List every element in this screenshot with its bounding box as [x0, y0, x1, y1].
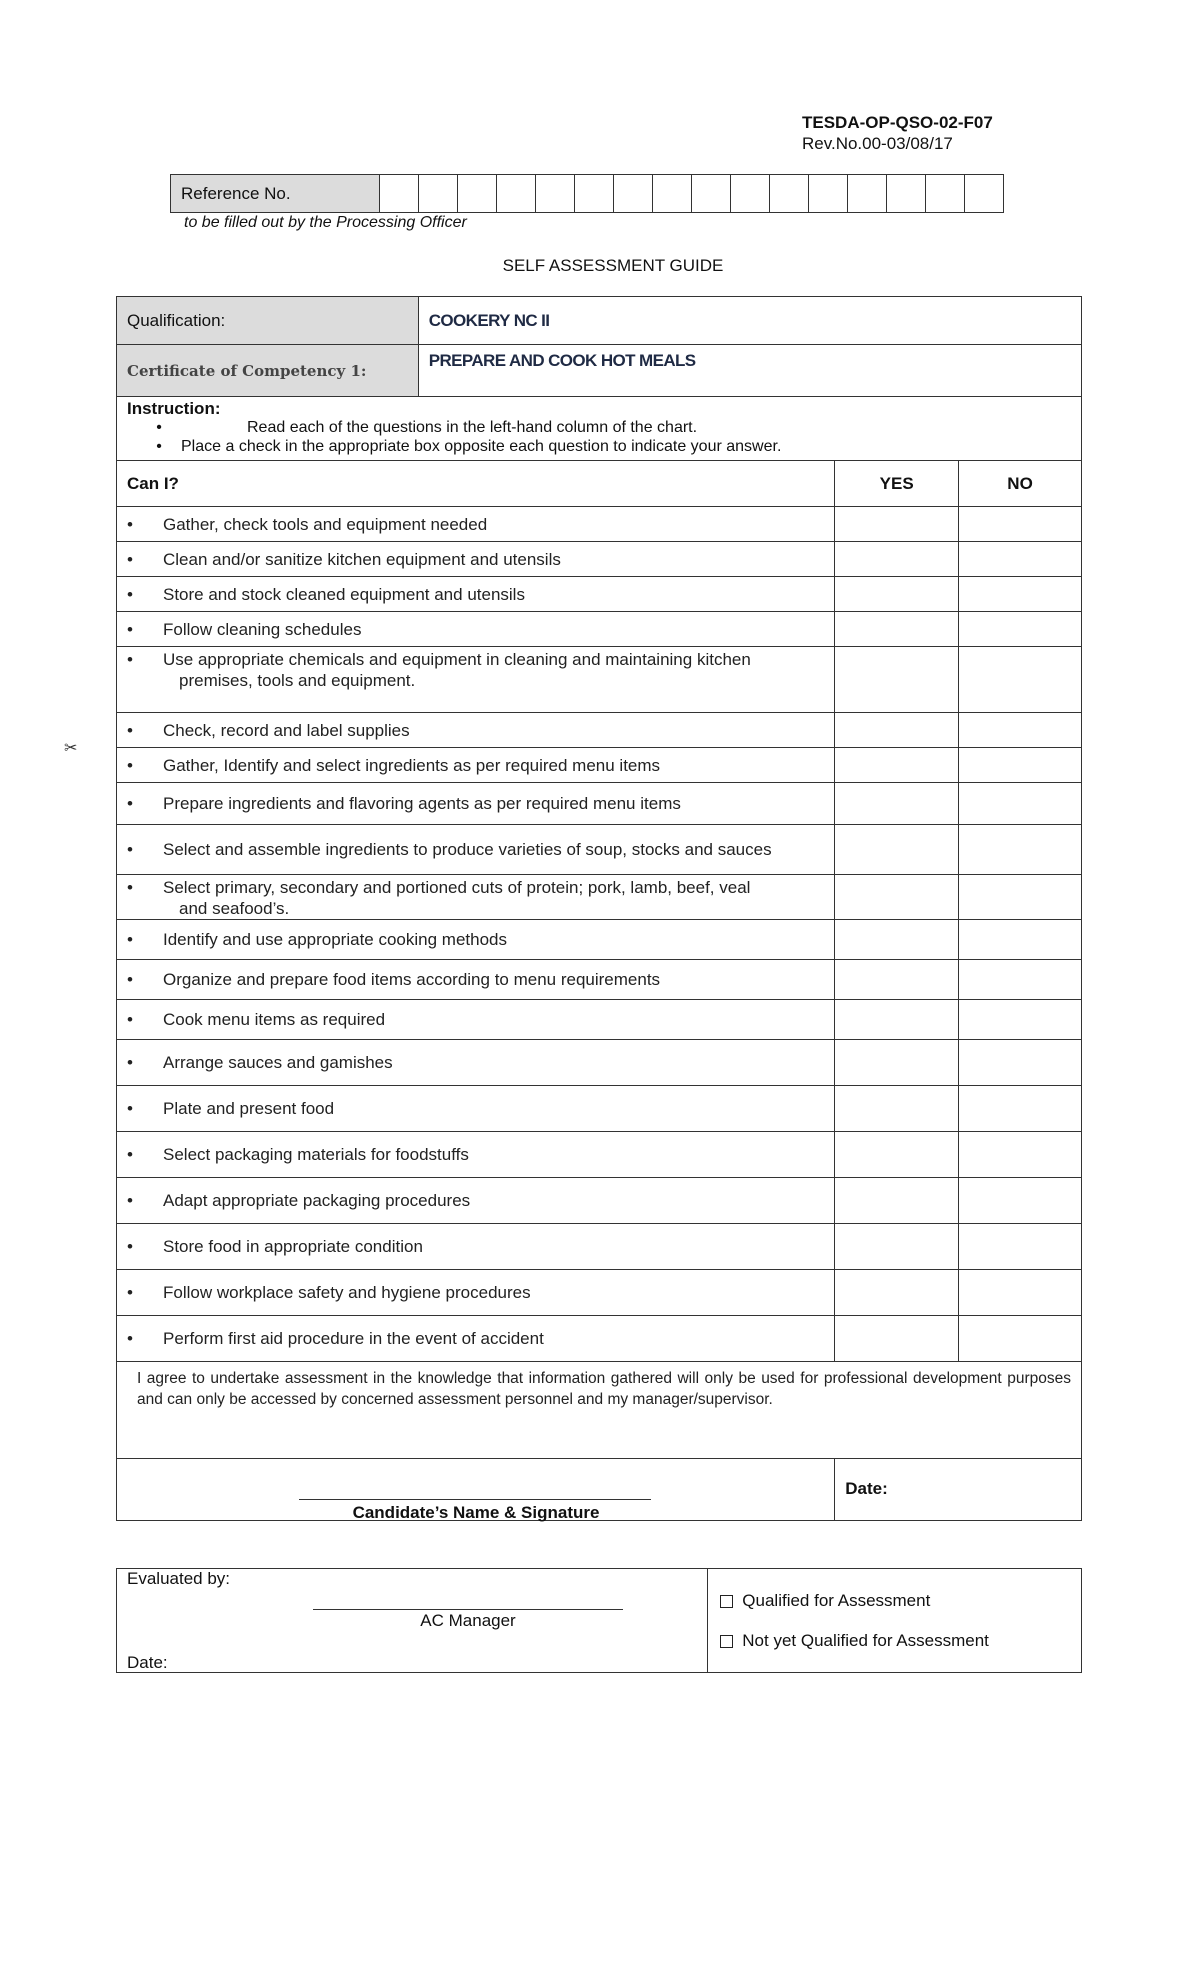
no-checkbox[interactable]	[959, 875, 1082, 920]
yes-checkbox[interactable]	[835, 577, 959, 612]
question-line: Gather, check tools and equipment needed	[163, 514, 488, 534]
reference-digit-box[interactable]	[380, 175, 419, 213]
bullet-icon: •	[127, 549, 133, 569]
question-line: Gather, Identify and select ingredients as per required menu items	[163, 755, 661, 775]
reference-digit-box[interactable]	[536, 175, 575, 213]
reference-digit-box[interactable]	[419, 175, 458, 213]
reference-digit-box[interactable]	[887, 175, 926, 213]
reference-digit-box[interactable]	[497, 175, 536, 213]
instruction-block	[117, 397, 1082, 461]
question-line: Check, record and label supplies	[163, 720, 410, 740]
bullet-icon: •	[127, 1010, 133, 1029]
question-line: Plate and present food	[163, 1099, 335, 1118]
bullet-icon: •	[127, 970, 133, 989]
question-row	[117, 1040, 1082, 1086]
scissors-icon: ✂	[64, 740, 78, 757]
reference-digit-box[interactable]	[809, 175, 848, 213]
question-line: Select packaging materials for foodstuffs	[163, 1145, 469, 1164]
checkbox-icon[interactable]	[720, 1595, 733, 1608]
bullet-icon: •	[127, 514, 133, 534]
checkbox-icon[interactable]	[720, 1635, 733, 1648]
bullet-icon: •	[127, 794, 133, 813]
question-line: Arrange sauces and gamishes	[163, 1053, 393, 1072]
question-line: Adapt appropriate packaging procedures	[163, 1191, 471, 1210]
yes-checkbox[interactable]	[835, 1040, 959, 1086]
no-checkbox[interactable]	[959, 542, 1082, 577]
reference-digit-box[interactable]	[575, 175, 614, 213]
bullet-icon: •	[127, 584, 133, 604]
yes-checkbox[interactable]	[835, 542, 959, 577]
bullet-icon: •	[127, 1237, 133, 1256]
yes-checkbox[interactable]	[835, 1132, 959, 1178]
question-line-continued: premises, tools and equipment.	[179, 671, 416, 690]
question-row	[117, 1178, 1082, 1224]
yes-checkbox[interactable]	[835, 1086, 959, 1132]
no-checkbox[interactable]	[959, 647, 1082, 713]
yes-checkbox[interactable]	[835, 507, 959, 542]
no-checkbox[interactable]	[959, 612, 1082, 647]
reference-digit-box[interactable]	[653, 175, 692, 213]
question-line: Select and assemble ingredients to produce varieties of soup, stocks and sauces	[163, 840, 772, 859]
yes-checkbox[interactable]	[835, 875, 959, 920]
bullet-icon: •	[127, 755, 133, 775]
question-line: Store food in appropriate condition	[163, 1237, 423, 1256]
question-line: Perform first aid procedure in the event of accident	[163, 1329, 544, 1348]
instruction-title: Instruction:	[127, 399, 221, 418]
bullet-icon: •	[127, 1283, 133, 1302]
no-checkbox[interactable]	[959, 1000, 1082, 1040]
question-line: Select primary, secondary and portioned cuts of protein; pork, lamb, beef, veal	[163, 878, 751, 897]
signature-cell[interactable]	[117, 1459, 835, 1521]
bullet-icon: •	[127, 930, 133, 949]
manager-signature-line	[313, 1609, 623, 1610]
agreement-text: I agree to undertake assessment in the knowledge that information gathered will only be used for professional development purposes and can only be accessed by concerned assessment personnel and my manager/supervisor.	[117, 1362, 1082, 1459]
reference-digit-box[interactable]	[926, 175, 965, 213]
certificate-label: Certificate of Competency 1:	[117, 345, 419, 397]
yes-checkbox[interactable]	[835, 1178, 959, 1224]
no-checkbox[interactable]	[959, 1132, 1082, 1178]
yes-checkbox[interactable]	[835, 825, 959, 875]
evaluation-table	[116, 1568, 1082, 1673]
yes-checkbox[interactable]	[835, 1270, 959, 1316]
question-text	[117, 920, 835, 960]
question-line: Identify and use appropriate cooking methods	[163, 930, 508, 949]
evaluated-by-cell[interactable]	[117, 1569, 708, 1673]
qualification-value: COOKERY NC II	[418, 297, 1081, 345]
question-row	[117, 507, 1082, 542]
evaluated-by-label: Evaluated by:	[127, 1569, 231, 1588]
instruction-bullet: • Read each of the questions in the left-hand column of the chart.	[156, 419, 698, 436]
question-text	[117, 1000, 835, 1040]
yes-checkbox[interactable]	[835, 713, 959, 748]
reference-digit-box[interactable]	[965, 175, 1004, 213]
yes-checkbox[interactable]	[835, 612, 959, 647]
question-row	[117, 542, 1082, 577]
question-row	[117, 1000, 1082, 1040]
reference-label: Reference No.	[171, 175, 380, 213]
reference-number-table	[170, 174, 1004, 213]
question-text	[117, 507, 835, 542]
no-checkbox[interactable]	[959, 713, 1082, 748]
bullet-icon: •	[127, 1099, 133, 1118]
form-code-block	[802, 112, 993, 154]
question-row	[117, 713, 1082, 748]
no-checkbox[interactable]	[959, 960, 1082, 1000]
question-text	[117, 960, 835, 1000]
yes-checkbox[interactable]	[835, 1316, 959, 1362]
question-row	[117, 612, 1082, 647]
bullet-icon: •	[127, 1329, 133, 1348]
question-row	[117, 1270, 1082, 1316]
certificate-value: PREPARE AND COOK HOT MEALS	[418, 345, 1081, 397]
bullet-icon: •	[127, 1191, 133, 1210]
manager-label: AC Manager	[420, 1611, 516, 1630]
form-title: SELF ASSESSMENT GUIDE	[502, 256, 724, 275]
signature-line	[299, 1499, 651, 1500]
column-header-question: Can I?	[117, 461, 835, 507]
no-checkbox[interactable]	[959, 1316, 1082, 1362]
question-row	[117, 920, 1082, 960]
no-checkbox[interactable]	[959, 1086, 1082, 1132]
no-checkbox[interactable]	[959, 577, 1082, 612]
question-text	[117, 1270, 835, 1316]
question-text	[117, 1178, 835, 1224]
reference-digit-box[interactable]	[770, 175, 809, 213]
no-checkbox[interactable]	[959, 1178, 1082, 1224]
no-checkbox[interactable]	[959, 748, 1082, 783]
bullet-icon: •	[127, 720, 133, 740]
qualification-label: Qualification:	[117, 297, 419, 345]
yes-checkbox[interactable]	[835, 748, 959, 783]
yes-checkbox[interactable]	[835, 647, 959, 713]
question-text	[117, 1040, 835, 1086]
question-line: Clean and/or sanitize kitchen equipment and utensils	[163, 549, 561, 569]
signature-label: Candidate’s Name & Signature	[352, 1503, 600, 1522]
yes-checkbox[interactable]	[835, 920, 959, 960]
question-text	[117, 783, 835, 825]
bullet-icon: •	[127, 840, 133, 859]
question-row	[117, 748, 1082, 783]
not-qualified-option[interactable]: Not yet Qualified for Assessment	[720, 1631, 1081, 1651]
no-checkbox[interactable]	[959, 1270, 1082, 1316]
question-row	[117, 577, 1082, 612]
no-checkbox[interactable]	[959, 1040, 1082, 1086]
reference-digit-box[interactable]	[848, 175, 887, 213]
qualified-option[interactable]: Qualified for Assessment	[720, 1591, 1081, 1611]
question-line: Follow cleaning schedules	[163, 619, 362, 639]
evaluation-date-label: Date:	[127, 1653, 168, 1672]
no-checkbox[interactable]	[959, 1224, 1082, 1270]
question-row	[117, 1086, 1082, 1132]
question-row	[117, 1132, 1082, 1178]
question-line: Prepare ingredients and flavoring agents as per required menu items	[163, 794, 681, 813]
question-line: Store and stock cleaned equipment and utensils	[163, 584, 525, 604]
question-line-continued: and seafood’s.	[179, 899, 290, 918]
form-code: TESDA-OP-QSO-02-F07	[802, 113, 993, 132]
bullet-icon: •	[127, 619, 133, 639]
question-row	[117, 783, 1082, 825]
bullet-icon: •	[127, 1145, 133, 1164]
no-checkbox[interactable]	[959, 920, 1082, 960]
question-text	[117, 647, 835, 713]
question-text	[117, 612, 835, 647]
no-checkbox[interactable]	[959, 825, 1082, 875]
question-line: Organize and prepare food items according to menu requirements	[163, 970, 661, 989]
reference-digit-box[interactable]	[458, 175, 497, 213]
reference-digit-box[interactable]	[692, 175, 731, 213]
column-header-no: NO	[959, 461, 1082, 507]
question-row	[117, 1316, 1082, 1362]
question-row	[117, 647, 1082, 713]
question-text	[117, 748, 835, 783]
reference-digit-box[interactable]	[614, 175, 653, 213]
no-checkbox[interactable]	[959, 783, 1082, 825]
instruction-bullet: • Place a check in the appropriate box opposite each question to indicate your answer.	[156, 438, 782, 455]
bullet-icon: •	[127, 878, 133, 897]
assessment-table	[116, 296, 1082, 1521]
question-text	[117, 1316, 835, 1362]
column-header-yes: YES	[835, 461, 959, 507]
question-line: Cook menu items as required	[163, 1010, 386, 1029]
question-text	[117, 825, 835, 875]
question-text	[117, 1086, 835, 1132]
no-checkbox[interactable]	[959, 507, 1082, 542]
question-text	[117, 875, 835, 920]
yes-checkbox[interactable]	[835, 1000, 959, 1040]
bullet-icon: •	[127, 1053, 133, 1072]
question-text	[117, 577, 835, 612]
revision-number: Rev.No.00-03/08/17	[802, 134, 953, 153]
question-row	[117, 825, 1082, 875]
question-text	[117, 1224, 835, 1270]
question-row	[117, 1224, 1082, 1270]
question-text	[117, 542, 835, 577]
question-row	[117, 960, 1082, 1000]
question-line: Follow workplace safety and hygiene procedures	[163, 1283, 531, 1302]
question-line: Use appropriate chemicals and equipment in cleaning and maintaining kitchen	[163, 650, 751, 669]
yes-checkbox[interactable]	[835, 1224, 959, 1270]
question-text	[117, 1132, 835, 1178]
question-text	[117, 713, 835, 748]
yes-checkbox[interactable]	[835, 960, 959, 1000]
signature-date-field[interactable]: Date:	[835, 1459, 1082, 1521]
reference-digit-box[interactable]	[731, 175, 770, 213]
yes-checkbox[interactable]	[835, 783, 959, 825]
question-row	[117, 875, 1082, 920]
bullet-icon: •	[127, 650, 133, 669]
reference-note: to be filled out by the Processing Officer	[184, 214, 467, 231]
